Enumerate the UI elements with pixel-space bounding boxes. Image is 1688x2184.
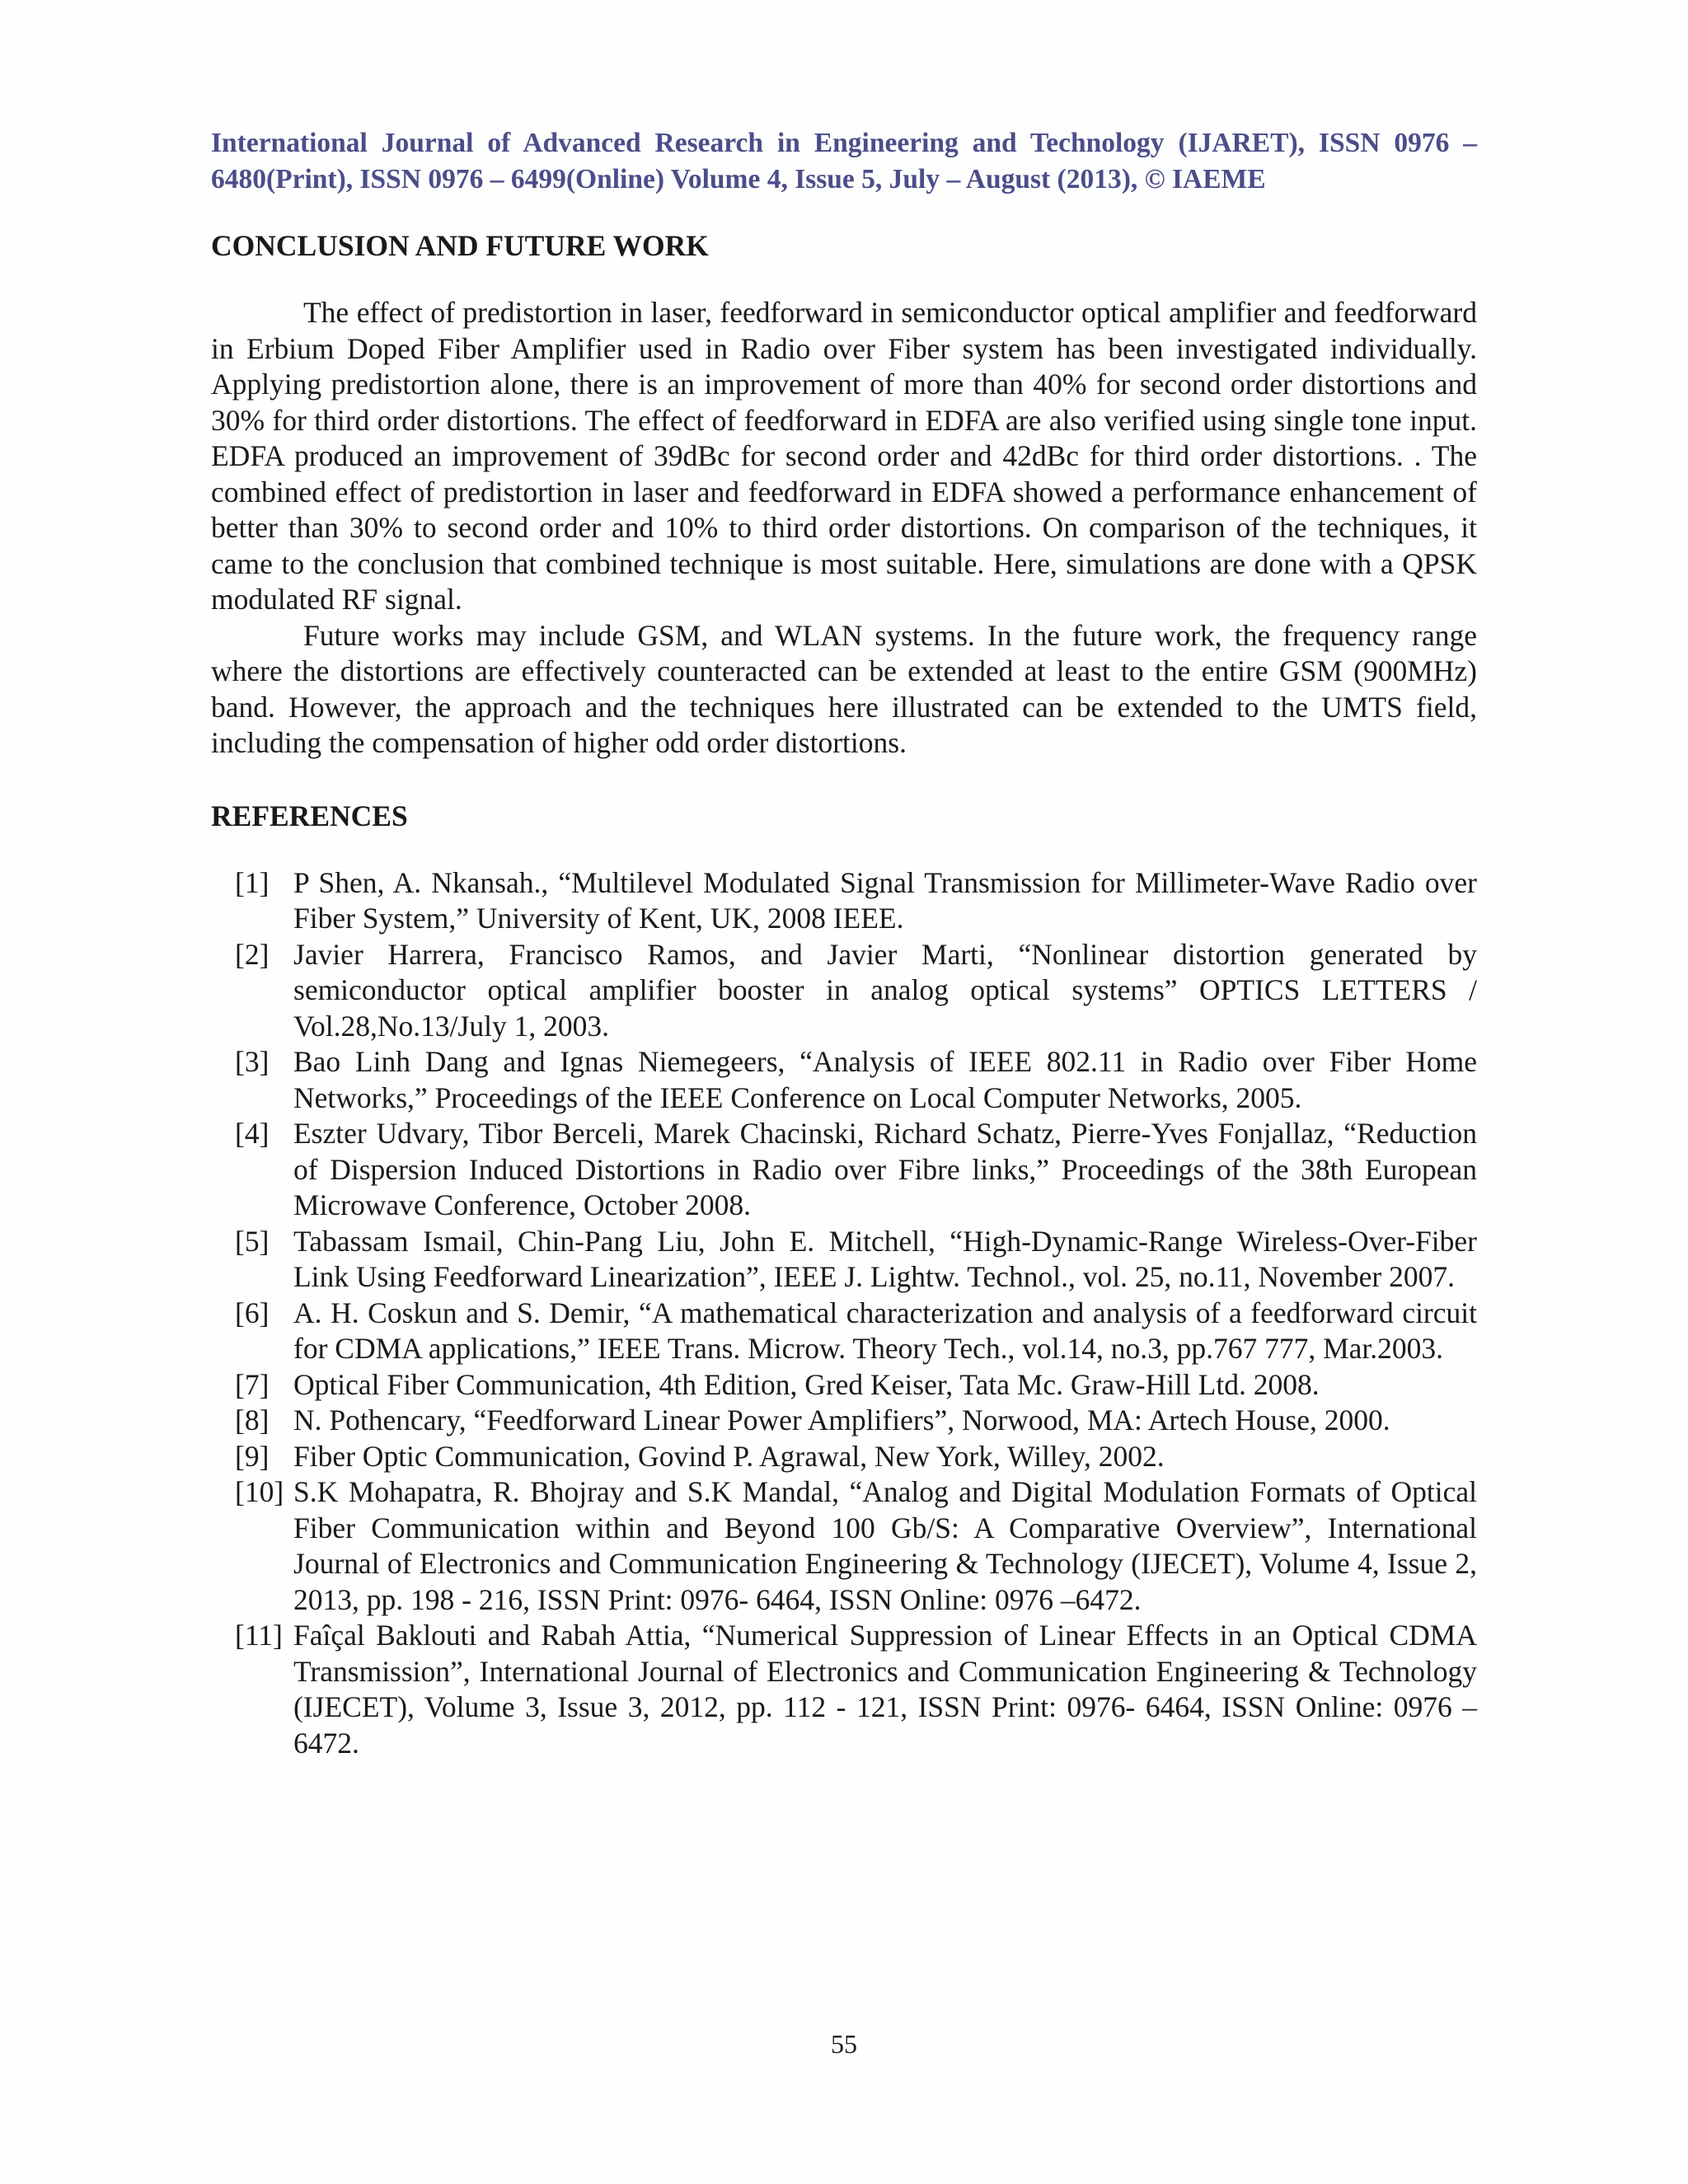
reference-item xyxy=(211,1403,1477,1439)
reference-text: N. Pothencary, “Feedforward Linear Power Amplifiers”, Norwood, MA: Artech House, 2000. xyxy=(293,1404,1390,1436)
reference-number: [11] xyxy=(235,1619,283,1652)
reference-text: P Shen, A. Nkansah., “Multilevel Modulated Signal Transmission for Millimeter-Wave Radio over Fiber System,” University of Kent, UK, 2008 IEEE. xyxy=(293,865,1477,935)
reference-text: Eszter Udvary, Tibor Berceli, Marek Chacinski, Richard Schatz, Pierre-Yves Fonjallaz, “Reduction of Dispersion Induced Distortions in Radio over Fibre links,” Proceedings of the 38th European Microwave Conference, October 2008. xyxy=(293,1117,1477,1221)
reference-text: A. H. Coskun and S. Demir, “A mathematical characterization and analysis of a feedforward circuit for CDMA applications,” IEEE Trans. Microw. Theory Tech., vol.14, no.3, pp.767 777, Mar.2003. xyxy=(293,1296,1477,1365)
reference-text: Javier Harrera, Francisco Ramos, and Javier Marti, “Nonlinear distortion generated by semiconductor optical amplifier booster in analog optical systems” OPTICS LETTERS / Vol.28,No.13/July 1, 2003. xyxy=(293,937,1477,1043)
reference-item xyxy=(211,937,1477,1045)
reference-item xyxy=(211,1367,1477,1404)
reference-item xyxy=(211,1044,1477,1116)
conclusion-paragraph: The effect of predistortion in laser, feedforward in semiconductor optical amplifier and feedforward in Erbium Doped Fiber Amplifier used in Radio over Fiber system has been investigated individually. Applying predistortion alone, there is an improvement of more than 40% for second order distortions and 30% for third order distortions. The effect of feedforward in EDFA are also verified using single tone input. EDFA produced an improvement of 39dBc for second order and 42dBc for third order distortions. . The combined effect of predistortion in laser and feedforward in EDFA showed a performance enhancement of better than 30% to second order and 10% to third order distortions. On comparison of the techniques, it came to the conclusion that combined technique is most suitable. Here, simulations are done with a QPSK modulated RF signal. xyxy=(211,296,1477,616)
reference-item xyxy=(211,1618,1477,1761)
reference-text: Tabassam Ismail, Chin-Pang Liu, John E. Mitchell, “High-Dynamic-Range Wireless-Over-Fiber Link Using Feedforward Linearization”, IEEE J. Lightw. Technol., vol. 25, no.11, November 2007. xyxy=(293,1224,1477,1293)
reference-number: [9] xyxy=(235,1439,270,1473)
reference-item xyxy=(211,865,1477,937)
journal-header: International Journal of Advanced Research in Engineering and Technology (IJARET), ISSN 0976 – 6480(Print), ISSN 0976 – 6499(Online) Volume 4, Issue 5, July – August (2013), © IAEME xyxy=(211,128,1477,194)
reference-text: Faîçal Baklouti and Rabah Attia, “Numerical Suppression of Linear Effects in an Optical CDMA Transmission”, International Journal of Electronics and Communication Engineering & Technology (IJECET), Volume 3, Issue 3, 2012, pp. 112 - 121, ISSN Print: 0976- 6464, ISSN Online: 0976 –6472. xyxy=(293,1619,1477,1760)
reference-number: [8] xyxy=(235,1404,270,1436)
reference-number: [5] xyxy=(235,1224,270,1258)
reference-number: [4] xyxy=(235,1117,270,1150)
reference-number: [7] xyxy=(235,1367,270,1401)
reference-number: [6] xyxy=(235,1296,270,1329)
reference-item xyxy=(211,1439,1477,1475)
page-number: 55 xyxy=(831,2029,857,2059)
reference-text: Bao Linh Dang and Ignas Niemegeers, “Analysis of IEEE 802.11 in Radio over Fiber Home Networks,” Proceedings of the IEEE Conference on Local Computer Networks, 2005. xyxy=(293,1045,1477,1114)
future-work-paragraph: Future works may include GSM, and WLAN systems. In the future work, the frequency range where the distortions are effectively counteracted can be extended at least to the entire GSM (900MHz) band. However, the approach and the techniques here illustrated can be extended to the UMTS field, including the compensation of higher odd order distortions. xyxy=(211,618,1477,759)
reference-item xyxy=(211,1224,1477,1296)
reference-number: [2] xyxy=(235,937,270,971)
reference-text: S.K Mohapatra, R. Bhojray and S.K Mandal, “Analog and Digital Modulation Formats of Optical Fiber Communication within and Beyond 100 Gb/S: A Comparative Overview”, International Journal of Electronics and Communication Engineering & Technology (IJECET), Volume 4, Issue 2, 2013, pp. 198 - 216, ISSN Print: 0976- 6464, ISSN Online: 0976 –6472. xyxy=(293,1475,1477,1616)
reference-number: [1] xyxy=(235,865,270,899)
reference-number: [10] xyxy=(235,1475,284,1508)
reference-text: Fiber Optic Communication, Govind P. Agrawal, New York, Willey, 2002. xyxy=(293,1439,1165,1473)
reference-item xyxy=(211,1296,1477,1367)
reference-number: [3] xyxy=(235,1045,270,1078)
reference-item xyxy=(211,1474,1477,1618)
conclusion-heading: CONCLUSION AND FUTURE WORK xyxy=(211,229,709,262)
reference-list xyxy=(211,865,1477,1762)
page-content xyxy=(211,223,1477,1761)
reference-text: Optical Fiber Communication, 4th Edition, Gred Keiser, Tata Mc. Graw-Hill Ltd. 2008. xyxy=(293,1367,1320,1401)
references-heading: REFERENCES xyxy=(211,799,408,832)
reference-item xyxy=(211,1116,1477,1224)
